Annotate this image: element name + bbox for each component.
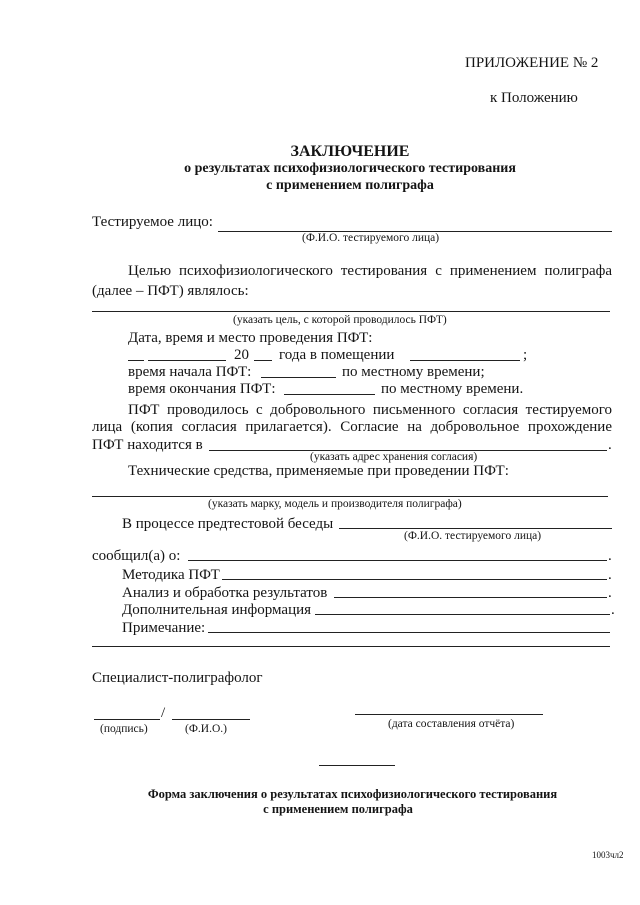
document-code: 1003чл2: [592, 850, 624, 860]
dot-analysis: .: [608, 585, 612, 601]
subject-label: Тестируемое лицо:: [92, 214, 213, 230]
start-local-time: по местному времени;: [342, 364, 485, 380]
additional-field[interactable]: [315, 600, 610, 615]
consent-location-label: ПФТ находится в: [92, 437, 203, 453]
subject-name-field[interactable]: [218, 217, 612, 232]
dot-method: .: [608, 567, 612, 583]
dot-additional: .: [611, 602, 615, 618]
year-field[interactable]: [254, 346, 272, 361]
form-caption-1: Форма заключения о результатах психофизиологического тестирования: [147, 787, 558, 801]
document-subtitle-2: с применением полиграфа: [266, 178, 434, 193]
purpose-caption: (указать цель, с которой проводилось ПФТ): [233, 314, 447, 326]
consent-location-field[interactable]: [209, 436, 607, 451]
consent-text-1: ПФТ проводилось с добровольного письменного согласия тестируемого: [128, 402, 612, 418]
semicolon-1: ;: [523, 347, 528, 363]
equipment-caption: (указать марку, модель и производителя полиграфа): [208, 498, 462, 510]
dot-consent: .: [608, 437, 612, 453]
reported-label: сообщил(а) о:: [92, 548, 181, 564]
signature-field[interactable]: [94, 705, 160, 720]
dot-reported: .: [608, 548, 612, 564]
note-field[interactable]: [208, 618, 610, 633]
equipment-field[interactable]: [92, 482, 608, 497]
note-label: Примечание:: [122, 620, 206, 636]
purpose-text-2: (далее – ПФТ) являлось:: [92, 283, 249, 299]
document-title: ЗАКЛЮЧЕНИЕ: [290, 143, 410, 160]
reported-field[interactable]: [188, 546, 607, 561]
regulation-ref: к Положению: [490, 90, 578, 106]
form-caption-2: с применением полиграфа: [263, 802, 413, 816]
appendix-number: ПРИЛОЖЕНИЕ № 2: [465, 55, 599, 71]
interview-caption: (Ф.И.О. тестируемого лица): [404, 530, 542, 542]
end-time-field[interactable]: [284, 380, 375, 395]
additional-label: Дополнительная информация: [122, 602, 312, 618]
signature-slash: /: [161, 705, 166, 721]
consent-text-2: лица (копия согласия прилагается). Согласие на добровольное прохождение: [92, 419, 612, 435]
document-subtitle-1: о результатах психофизиологического тестирования: [184, 161, 516, 176]
room-field[interactable]: [410, 346, 520, 361]
analysis-label: Анализ и обработка результатов: [122, 585, 328, 601]
report-date-field[interactable]: [355, 700, 543, 715]
analysis-field[interactable]: [334, 583, 607, 598]
report-date-caption: (дата составления отчёта): [388, 718, 515, 730]
consent-caption: (указать адрес хранения согласия): [310, 451, 478, 463]
note-field-extra[interactable]: [92, 632, 610, 647]
method-field[interactable]: [222, 565, 607, 580]
subject-caption: (Ф.И.О. тестируемого лица): [302, 232, 440, 244]
year-prefix: 20: [234, 347, 249, 363]
month-field[interactable]: [148, 346, 226, 361]
signature-caption: (подпись): [100, 723, 148, 735]
equipment-label: Технические средства, применяемые при проведении ПФТ:: [128, 463, 509, 479]
room-label: года в помещении: [279, 347, 395, 363]
start-time-label: время начала ПФТ:: [128, 364, 252, 380]
end-local-time: по местному времени.: [381, 381, 524, 397]
specialist-label: Специалист-полиграфолог: [92, 670, 263, 686]
name-field[interactable]: [172, 705, 250, 720]
name-caption: (Ф.И.О.): [185, 723, 227, 735]
day-field[interactable]: [128, 346, 144, 361]
separator-line: [319, 765, 395, 766]
start-time-field[interactable]: [261, 363, 336, 378]
datetime-label: Дата, время и место проведения ПФТ:: [128, 330, 373, 346]
interview-label: В процессе предтестовой беседы: [122, 516, 334, 532]
purpose-text-1: Целью психофизиологического тестирования с применением полиграфа: [128, 263, 612, 279]
method-label: Методика ПФТ: [122, 567, 220, 583]
purpose-field[interactable]: [92, 297, 610, 312]
end-time-label: время окончания ПФТ:: [128, 381, 276, 397]
interview-name-field[interactable]: [339, 514, 612, 529]
